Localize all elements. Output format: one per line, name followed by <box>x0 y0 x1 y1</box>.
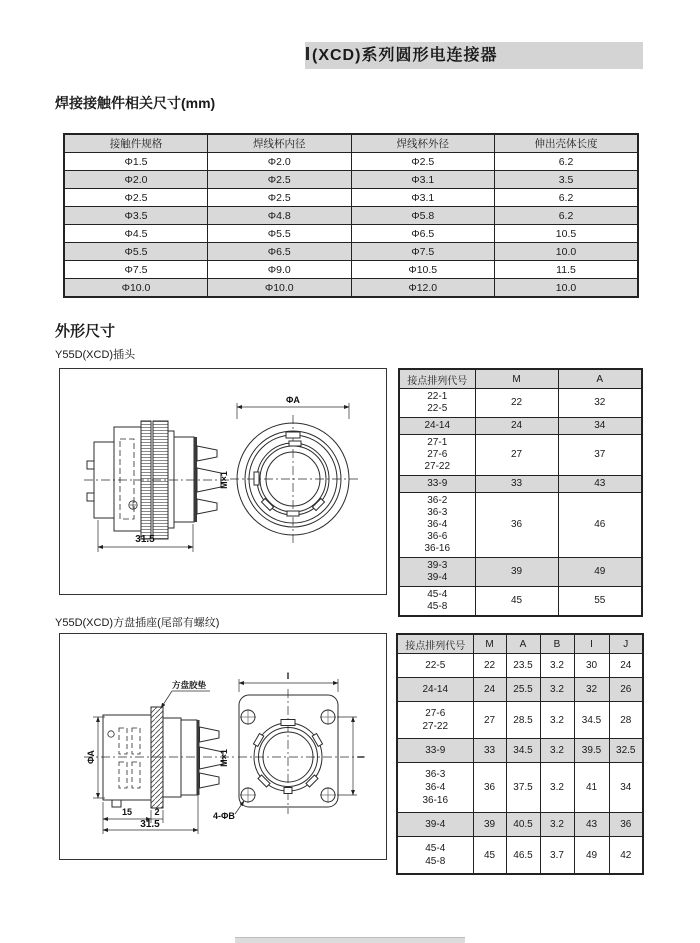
table-cell: 33 <box>473 739 506 763</box>
table-row <box>399 476 642 493</box>
table-cell: 46.5 <box>506 837 540 875</box>
page-title-bar <box>305 42 643 69</box>
table-cell: 3.2 <box>540 739 574 763</box>
table-row <box>64 207 638 225</box>
socket-dim-diameter-label: ΦA <box>86 750 96 764</box>
table-cell: 3.5 <box>495 171 639 189</box>
table-row <box>399 389 642 418</box>
table-cell: 32 <box>558 389 642 418</box>
table-cell: Φ5.5 <box>64 243 208 261</box>
table-row <box>399 558 642 587</box>
plug-dim-thread-label: M×1 <box>219 471 229 489</box>
table-cell: 33 <box>475 476 558 493</box>
table-cell: 27 <box>475 435 558 476</box>
table-cell: 37 <box>558 435 642 476</box>
table-row <box>64 243 638 261</box>
header-row <box>64 134 638 153</box>
socket-square-dimensions <box>239 679 357 795</box>
table-cell: 45 <box>473 837 506 875</box>
table-row <box>64 261 638 279</box>
table-cell: Φ12.0 <box>351 279 495 298</box>
table-row <box>399 435 642 476</box>
table-cell: 32 <box>574 678 609 702</box>
column-header: J <box>609 634 643 654</box>
table-cell: 3.7 <box>540 837 574 875</box>
table-cell: 28.5 <box>506 702 540 739</box>
socket-dim-thread-label: M×1 <box>219 749 229 767</box>
table-cell: 3.2 <box>540 654 574 678</box>
table-cell: 25.5 <box>506 678 540 702</box>
table-cell: 49 <box>574 837 609 875</box>
plug-caption: Y55D(XCD)插头 <box>55 349 136 361</box>
table-cell: Φ3.1 <box>351 171 495 189</box>
column-header: 焊线杯内径 <box>208 134 352 153</box>
plug-side-view <box>84 421 232 539</box>
table-cell: 22-1 22-5 <box>399 389 475 418</box>
table-cell: 28 <box>609 702 643 739</box>
table-cell: Φ2.0 <box>64 171 208 189</box>
table-cell: 39 <box>473 813 506 837</box>
contact-dimensions-table <box>63 133 639 298</box>
table-cell: 42 <box>609 837 643 875</box>
title-fragment <box>306 47 309 60</box>
table-cell: 10.0 <box>495 243 639 261</box>
page-title: (XCD)系列圆形电连接器 <box>312 47 498 64</box>
column-header: B <box>540 634 574 654</box>
footer-strip <box>235 937 465 943</box>
outline-section-title: 外形尺寸 <box>55 323 116 340</box>
table-cell: 46 <box>558 493 642 558</box>
socket-technical-drawing <box>60 634 386 859</box>
table-cell: Φ4.5 <box>64 225 208 243</box>
table-row <box>64 171 638 189</box>
table-row <box>397 702 643 739</box>
table-cell: Φ3.5 <box>64 207 208 225</box>
table-cell: Φ2.5 <box>351 153 495 171</box>
socket-holes-label: 4-ΦB <box>213 811 235 821</box>
column-header: 焊线杯外径 <box>351 134 495 153</box>
table-cell: 24-14 <box>397 678 473 702</box>
table-cell: 39-3 39-4 <box>399 558 475 587</box>
plug-dim-diameter-label: ΦA <box>286 395 300 405</box>
table-cell: 10.0 <box>495 279 639 298</box>
header-row <box>397 634 643 654</box>
table-row <box>397 763 643 813</box>
column-header: 伸出壳体长度 <box>495 134 639 153</box>
table-cell: 3.2 <box>540 702 574 739</box>
table-row <box>64 279 638 298</box>
table-cell: 27-6 27-22 <box>397 702 473 739</box>
socket-side-view <box>84 707 234 808</box>
table-cell: 11.5 <box>495 261 639 279</box>
table-cell: Φ5.8 <box>351 207 495 225</box>
table-cell: 45 <box>475 587 558 617</box>
table-cell: 27 <box>473 702 506 739</box>
socket-caption: Y55D(XCD)方盘插座(尾部有螺纹) <box>55 617 220 629</box>
table-row <box>399 587 642 617</box>
table-cell: 37.5 <box>506 763 540 813</box>
table-cell: Φ1.5 <box>64 153 208 171</box>
table-cell: 10.5 <box>495 225 639 243</box>
table-cell: 34 <box>609 763 643 813</box>
plug-front-view <box>230 415 358 544</box>
table-cell: 33-9 <box>397 739 473 763</box>
table-row <box>64 225 638 243</box>
table-cell: 26 <box>609 678 643 702</box>
table-row <box>397 678 643 702</box>
plug-technical-drawing <box>60 369 386 594</box>
table-cell: 24 <box>475 418 558 435</box>
column-header: 接触件规格 <box>64 134 208 153</box>
table-cell: 3.2 <box>540 763 574 813</box>
table-cell: 22-5 <box>397 654 473 678</box>
table-cell: 45-4 45-8 <box>399 587 475 617</box>
table-row <box>64 189 638 207</box>
socket-dim-flange-label: 2 <box>154 807 160 817</box>
table-cell: 43 <box>558 476 642 493</box>
table-cell: 36 <box>609 813 643 837</box>
table-cell: 22 <box>473 654 506 678</box>
solder-section-title: 焊接接触件相关尺寸(mm) <box>55 95 216 111</box>
socket-drawing-box <box>59 633 387 860</box>
table-cell: 40.5 <box>506 813 540 837</box>
table-cell: 36 <box>473 763 506 813</box>
table-cell: Φ5.5 <box>208 225 352 243</box>
socket-holes-leader <box>235 801 244 814</box>
plug-dimensions-table <box>398 368 643 617</box>
table-row <box>399 418 642 435</box>
socket-dim-square-top-label: I <box>286 671 290 681</box>
table-cell: 39.5 <box>574 739 609 763</box>
column-header: M <box>475 369 558 389</box>
table-cell: 3.2 <box>540 813 574 837</box>
table-cell: Φ10.0 <box>208 279 352 298</box>
table-cell: 24 <box>473 678 506 702</box>
table-cell: 30 <box>574 654 609 678</box>
table-cell: Φ6.5 <box>351 225 495 243</box>
table-cell: Φ2.5 <box>208 189 352 207</box>
table-cell: 3.2 <box>540 678 574 702</box>
table-cell: 27-1 27-6 27-22 <box>399 435 475 476</box>
socket-dimensions-table <box>396 633 644 875</box>
table-cell: 6.2 <box>495 153 639 171</box>
table-cell: 36 <box>475 493 558 558</box>
table-row <box>399 493 642 558</box>
table-cell: 43 <box>574 813 609 837</box>
table-row <box>397 654 643 678</box>
socket-dim-length-label: 31.5 <box>140 819 160 830</box>
table-cell: Φ9.0 <box>208 261 352 279</box>
table-cell: 41 <box>574 763 609 813</box>
table-cell: 39-4 <box>397 813 473 837</box>
table-row <box>397 837 643 875</box>
table-cell: 49 <box>558 558 642 587</box>
table-cell: 33-9 <box>399 476 475 493</box>
column-header: M <box>473 634 506 654</box>
table-cell: 6.2 <box>495 207 639 225</box>
table-cell: 22 <box>475 389 558 418</box>
table-cell: 6.2 <box>495 189 639 207</box>
column-header: 接点排列代号 <box>397 634 473 654</box>
table-cell: Φ10.0 <box>64 279 208 298</box>
socket-dim-square-right-label: I <box>356 755 366 759</box>
table-cell: 24-14 <box>399 418 475 435</box>
table-cell: Φ3.1 <box>351 189 495 207</box>
table-cell: Φ7.5 <box>351 243 495 261</box>
table-cell: 39 <box>475 558 558 587</box>
table-row <box>64 153 638 171</box>
table-cell: 55 <box>558 587 642 617</box>
table-cell: 36-3 36-4 36-16 <box>397 763 473 813</box>
column-header: I <box>574 634 609 654</box>
table-cell: Φ6.5 <box>208 243 352 261</box>
table-cell: 24 <box>609 654 643 678</box>
table-cell: 23.5 <box>506 654 540 678</box>
table-row <box>397 813 643 837</box>
header-row <box>399 369 642 389</box>
table-cell: 34.5 <box>506 739 540 763</box>
column-header: A <box>506 634 540 654</box>
table-cell: Φ2.0 <box>208 153 352 171</box>
table-cell: 45-4 45-8 <box>397 837 473 875</box>
table-cell: Φ4.8 <box>208 207 352 225</box>
table-cell: Φ7.5 <box>64 261 208 279</box>
socket-callout-label: 方盘胶垫 <box>172 680 207 690</box>
socket-callout-leader <box>161 691 210 708</box>
socket-dim-front-label: 15 <box>121 807 133 817</box>
table-cell: Φ10.5 <box>351 261 495 279</box>
table-cell: 36-2 36-3 36-4 36-6 36-16 <box>399 493 475 558</box>
table-cell: 32.5 <box>609 739 643 763</box>
column-header: 接点排列代号 <box>399 369 475 389</box>
column-header: A <box>558 369 642 389</box>
plug-dim-length-label: 31.5 <box>135 534 155 545</box>
table-cell: Φ2.5 <box>64 189 208 207</box>
plug-drawing-box <box>59 368 387 595</box>
table-cell: 34.5 <box>574 702 609 739</box>
table-cell: 34 <box>558 418 642 435</box>
table-row <box>397 739 643 763</box>
table-cell: Φ2.5 <box>208 171 352 189</box>
